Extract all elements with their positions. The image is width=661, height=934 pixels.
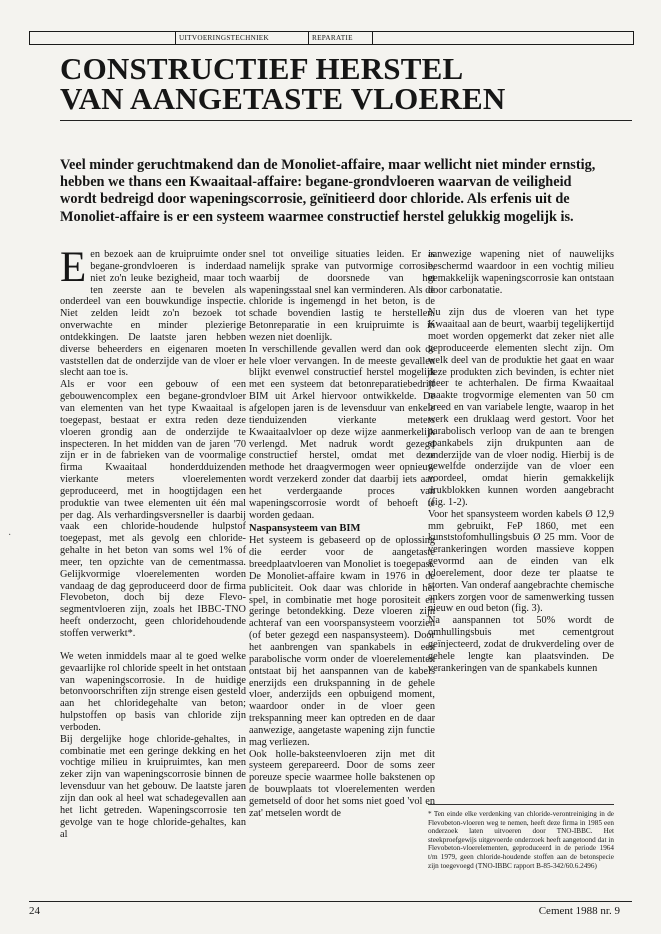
margin-mark: ·: [8, 530, 12, 541]
article-title-line-2: VAN AANGETASTE VLOEREN: [60, 81, 506, 116]
text-column-1: [60, 244, 246, 840]
paragraph: Het systeem is gebaseerd op de oplossing die eerder voor de aangetaste breedplaatvloeren van Monoliet is toegepast. De Monoliet-affaire kwam in 1976 in de publiciteit. Ook daar was chloride in het spel, in combinatie met hoge porositeit en geringe betondekking. Deze vloeren zijn achteraf van een voorspansysteem voorzien (of beter gezegd een naspansysteem). Door het aanbrengen van spankabels in een parabolische vorm onder de vloerelementen ontstaat bij het aanspannen van de kabels enerzijds een drukspanning in de gehele vloer, anderzijds een opbuigend moment, waardoor onder in de vloer geen trekspanning meer kan optreden en de daar aanwezige, aangetaste wapening zijn functie mag verliezen.: [249, 535, 435, 748]
section-header-bar: [29, 31, 634, 45]
article-title-line-1: CONSTRUCTIEF HERSTEL: [60, 51, 464, 86]
paragraph: Voor het spansysteem worden kabels Ø 12,9 mm gebruikt, FeP 1860, met een kunststofomhullingsbuis Ø 25 mm. Voor de verankeringen worden massieve koppen gevormd aan de einden van elk vloerelement, door deze ter plaatse te storten. Van onderaf aangebrachte chemische ankers zorgen voor de samenwerking tussen nieuw en oud beton (fig. 3).: [428, 508, 614, 615]
paragraph: aanwezige wapening niet of nauwelijks beschermd waardoor in een vochtig milieu gemakkelijk wapeningscorrosie kan ontstaan door carbonatatie.: [428, 249, 614, 296]
section-label: UITVOERINGSTECHNIEK: [175, 32, 309, 44]
paragraph: In verschillende gevallen werd dan ook de hele vloer vervangen. In de meeste gevallen blijkt evenwel constructief herstel mogelijk met een systeem dat betonreparatiebedrijf BIM uit Arkel hiervoor ontwikkelde. De afgelopen jaren is de levensduur van enkele tienduizenden vierkante meters Kwaaitaalvloer op deze wijze aanmerkelijk verlengd. Met nadruk wordt gezegd constructief herstel, omdat met deze methode het draagvermogen weer opnieuw wordt verzekerd zonder dat daarbij iets aan het verdergaande proces van wapeningscorrosie wordt of behoeft te worden gedaan.: [249, 343, 435, 521]
paragraph-opening: [60, 244, 246, 379]
paragraph: Nu zijn dus de vloeren van het type Kwaaitaal aan de beurt, waarbij tegelijkertijd moet worden opgemerkt dat zeker niet alle geproduceerde elementen slecht zijn. Om welk deel van de produktie het gaat en waar deze produkten zich bevinden, is echter niet meer te achterhalen. De firma Kwaaitaal maakte trogvormige elementen van 50 cm breed en van variabele lengte, waarop in het werk een druklaag werd gestort. Voor het parabolisch verloop van de aan te brengen spankabels zijn drukpunten aan de onderzijde van de vloer nodig. Hierbij is de gewelfde onderzijde van de vloer een voordeel, omdat hierin gemakkelijk drukblokken kunnen worden aangebracht (fig. 1-2).: [428, 307, 614, 508]
paragraph: Na aanspannen tot 50% wordt de omhullingsbuis met cementgrout geïnjecteerd, zodat de drukverdeling over de gehele lengte kan plaatsvinden. De verankeringen van de spankabels kunnen: [428, 615, 614, 674]
journal-issue: Cement 1988 nr. 9: [538, 905, 620, 917]
title-rule: [60, 120, 632, 121]
paragraph: snel tot onveilige situaties leiden. Er is namelijk sprake van putvormige corrosie, waarbij de doorsnede van het wapeningsstaal snel kan verminderen. Als de chloride is ingemengd in het beton, is de schade bovendien lastig te herstellen. Betonreparatie in een kruipruimte is in wezen niet doenlijk.: [249, 249, 435, 343]
paragraph: We weten inmiddels maar al te goed welke gevaarlijke rol chloride speelt in het ontstaan van wapeningscorrosie. In de huidige betonvoorschriften zijn strenge eisen gesteld aan het chloridegehalte van beton; hulpstoffen op basis van chloride zijn verboden.: [60, 650, 246, 733]
paragraph-text: en bezoek aan de kruipruimte onder begane-grondvloeren is inderdaad niet zo'n leuke bezigheid, maar toch ten zeerste aan te bevelen als onderdeel van een bouwkundige inspectie. Niet zelden leidt zo'n bezoek tot onverwachte en minder plezierige ontdekkingen. De laatste jaren hebben diverse beheerders en eigenaren moeten vaststellen dat de onderzijde van de vloer er slecht aan toe is.: [60, 249, 246, 379]
text-column-3: [428, 249, 614, 675]
footnote: * Ten einde elke verdenking van chloride-verontreiniging in de Flevobeton-vloeren weg te nemen, heeft deze firma in 1985 een onderzoek laten uitvoeren door TNO-IBBC. Het steekproefgewijs uitgevoerde onderzoek heeft aangetoond dat in Flevobeton-vloerelementen, geproduceerd in de periode 1964 t/m 1979, geen chloride-houdende stoffen aan de betonspecie zijn toegevoegd (TNO-IBBC rapport B-85-342/60.6.2496): [428, 810, 614, 870]
footnote-rule: [428, 804, 614, 805]
footer-rule: [29, 901, 632, 902]
paragraph: Ook holle-baksteenvloeren zijn met dit systeem gerepareerd. Door de soms zeer poreuze specie waarmee holle bakstenen op de bouwplaats tot vloerelementen werden gemetseld of door het soms niet goed 'vol en zat' metselen wordt de: [249, 748, 435, 819]
header-divider: [372, 32, 376, 44]
article-title: [60, 51, 620, 116]
category-label: REPARATIE: [308, 32, 372, 44]
section-heading: Naspansysteem van BIM: [249, 523, 361, 535]
page-number: 24: [29, 905, 40, 917]
paragraph: Als er voor een gebouw of een gebouwencomplex een begane-grondvloer van elementen van het type Kwaaitaal is toegepast, bestaat er extra reden deze vloeren grondig aan de onderzijde te inspecteren. In het midden van de jaren '70 zijn er in de fabrieken van de voormalige firma Kwaaitaal honderdduizenden vierkante meters vloerelementen geproduceerd, met in hoogtijdagen een produktie van twee elementen uit één mal per dag. Als verhardingsversneller is daarbij vaak een chloride-houdende hulpstof toegepast, met als gevolg een chloride-gehalte in het beton van soms wel 1% of meer, ten opzichte van de cementmassa. Gelijkvormige vloerelementen worden vandaag de dag geproduceerd door de firma Flevobeton, doch bij deze Flevo-segmentvloeren zijn, zoals het IBBC-TNO heeft onderzocht, geen chloridehoudende stoffen verwerkt*.: [60, 379, 246, 639]
drop-cap: E: [60, 244, 87, 291]
text-column-2: [249, 249, 435, 820]
paragraph: Bij dergelijke hoge chloride-gehaltes, in combinatie met een geringe dekking en het vochtige milieu in kruipruimtes, kan men zeker zijn van wapeningscorrosie binnen de levensduur van het gebouw. De laatste jaren zijn dan ook al heel wat schadegevallen aan het licht getreden. Wapeningscorrosie ten gevolge van te hoge chloride-gehaltes, kan al: [60, 733, 246, 840]
intro-paragraph: Veel minder geruchtmakend dan de Monoliet-affaire, maar wellicht niet minder ernstig, hebben we thans een Kwaaitaal-affaire: begane-grondvloeren waarvan de veiligheid wordt bedreigd door wapeningscorrosie, geïnitieerd door chloride. Als erfenis uit de Monoliet-affaire is er een systeem waarmee constructief herstel gelukkig mogelijk is.: [60, 157, 596, 225]
